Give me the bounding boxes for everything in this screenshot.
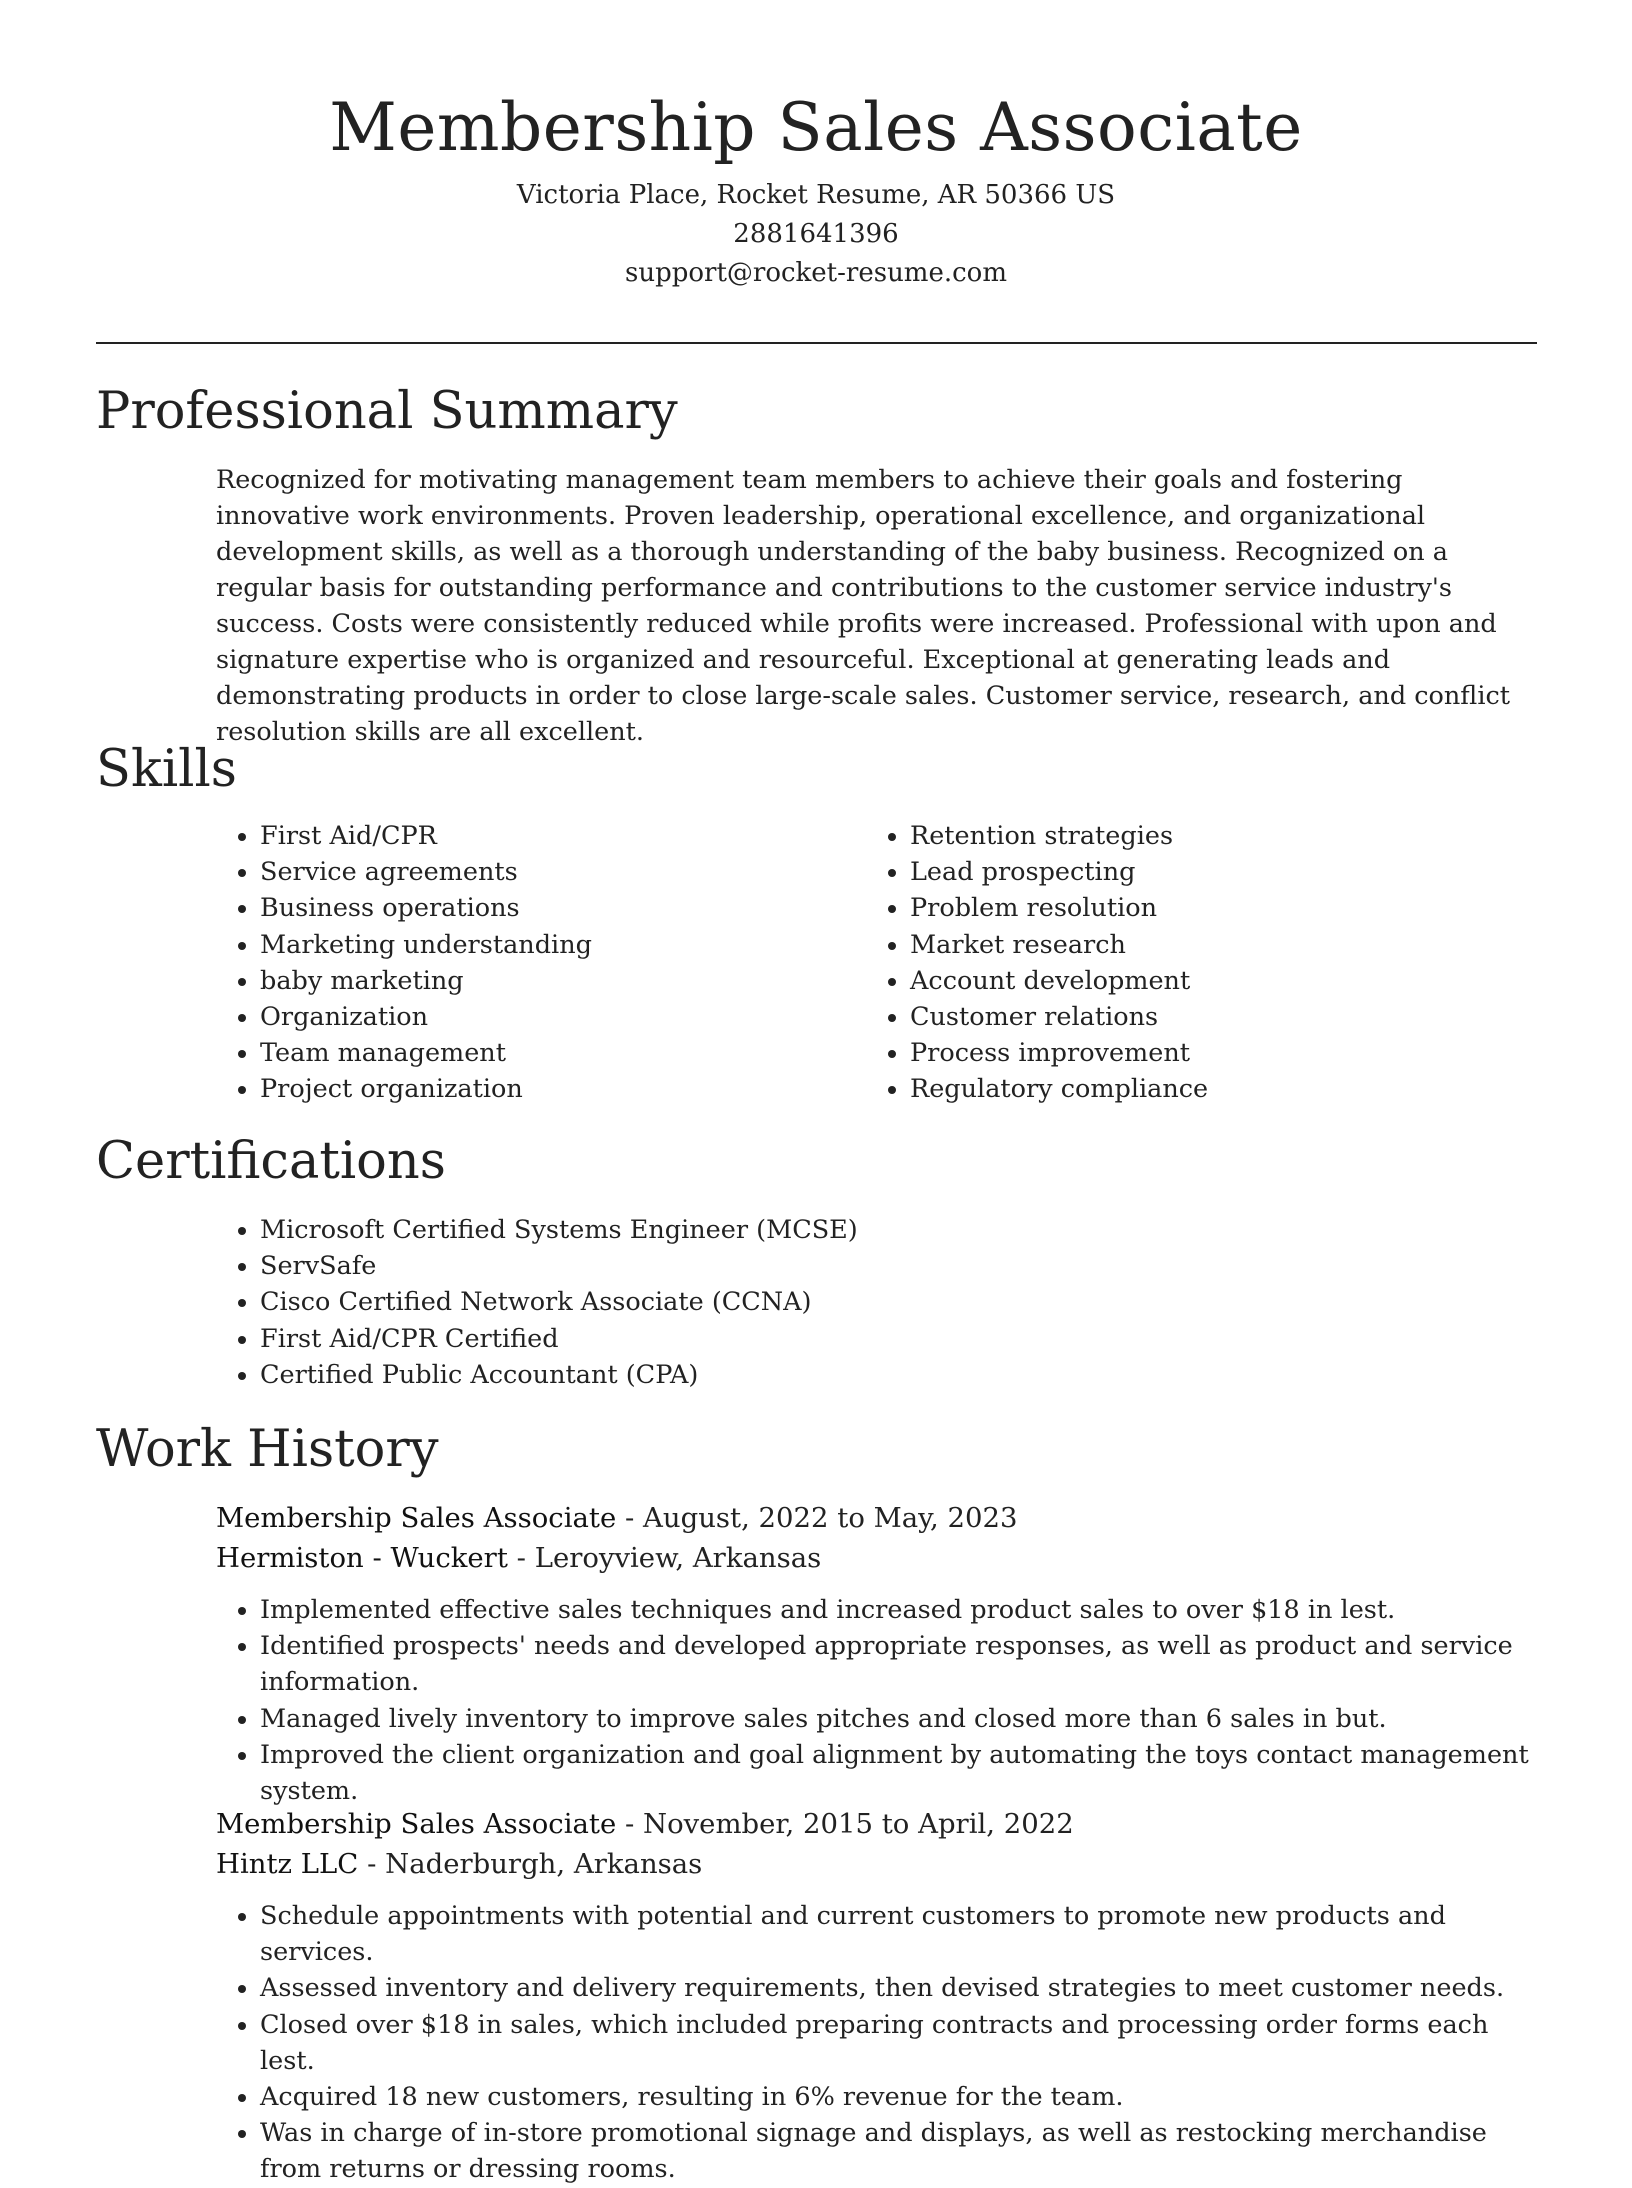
job-company-line bbox=[216, 1844, 1538, 1884]
job-entry bbox=[216, 1804, 1538, 1884]
job-bullet: • Acquired 18 new customers, resulting in 6% revenue for the team. bbox=[260, 2079, 1538, 2115]
contact-block bbox=[0, 176, 1632, 293]
skill-item: • Team management bbox=[260, 1035, 816, 1071]
header-divider bbox=[96, 342, 1537, 344]
job-bullets bbox=[216, 1592, 1538, 1809]
job-title: Membership Sales Associate bbox=[216, 1808, 617, 1840]
job-company-line bbox=[216, 1538, 1538, 1578]
resume-header bbox=[0, 0, 1632, 293]
certification-item: • Microsoft Certified Systems Engineer (MCSE) bbox=[260, 1212, 1538, 1248]
job-bullet: • Assessed inventory and delivery requirements, then devised strategies to meet customer needs. bbox=[260, 1970, 1538, 2006]
certification-item: • Cisco Certified Network Associate (CCNA) bbox=[260, 1284, 1538, 1320]
separator: - bbox=[624, 1502, 644, 1534]
contact-email: support@rocket-resume.com bbox=[624, 258, 1007, 288]
skills-right-column bbox=[866, 818, 1536, 1108]
job-dates: November, 2015 to April, 2022 bbox=[643, 1808, 1074, 1840]
job-company: Hintz LLC bbox=[216, 1848, 359, 1880]
job-location: Naderburgh, Arkansas bbox=[385, 1848, 703, 1880]
certifications-heading: Certifications bbox=[96, 1132, 446, 1191]
skill-item: • Marketing understanding bbox=[260, 927, 816, 963]
work-history-heading: Work History bbox=[96, 1420, 439, 1479]
job-title: Membership Sales Associate bbox=[216, 1502, 617, 1534]
job-bullet: • Was in charge of in-store promotional signage and displays, as well as restocking merchandise from returns or dressing rooms. bbox=[260, 2115, 1538, 2187]
skill-item: • baby marketing bbox=[260, 963, 816, 999]
skill-item: • Account development bbox=[910, 963, 1536, 999]
skill-item: • First Aid/CPR bbox=[260, 818, 816, 854]
skill-item: • Problem resolution bbox=[910, 890, 1536, 926]
job-bullet: • Closed over $18 in sales, which included preparing contracts and processing order forms each lest. bbox=[260, 2007, 1538, 2079]
job-dates: August, 2022 to May, 2023 bbox=[643, 1502, 1018, 1534]
certification-item: • ServSafe bbox=[260, 1248, 1538, 1284]
job-bullet: • Identified prospects' needs and developed appropriate responses, as well as product and service information. bbox=[260, 1628, 1538, 1700]
certification-item: • Certified Public Accountant (CPA) bbox=[260, 1357, 1538, 1393]
summary-text: Recognized for motivating management team members to achieve their goals and fostering innovative work environments. Proven leadership, operational excellence, and organizational development skills, as well as a thorough understanding of the baby business. Recognized on a regular basis for outstanding performance and contributions to the customer service industry's success. Costs were consistently reduced while profits were increased. Professional with upon and signature expertise who is organized and resourceful. Exceptional at generating leads and demonstrating products in order to close large-scale sales. Customer service, research, and conflict resolution skills are all excellent. bbox=[216, 465, 1511, 747]
job-entry bbox=[216, 1498, 1538, 1578]
job-title-line bbox=[216, 1498, 1538, 1538]
job-location: Leroyview, Arkansas bbox=[534, 1542, 822, 1574]
skill-item: • Lead prospecting bbox=[910, 854, 1536, 890]
contact-phone: 2881641396 bbox=[733, 219, 899, 249]
skill-item: • Service agreements bbox=[260, 854, 816, 890]
skills-left-column bbox=[216, 818, 816, 1108]
job-company: Hermiston - Wuckert bbox=[216, 1542, 508, 1574]
job-bullet: • Schedule appointments with potential and current customers to promote new products and services. bbox=[260, 1898, 1538, 1970]
skill-item: • Retention strategies bbox=[910, 818, 1536, 854]
job-bullets bbox=[216, 1898, 1538, 2188]
candidate-name: Membership Sales Associate bbox=[329, 89, 1303, 166]
job-title-line bbox=[216, 1804, 1538, 1844]
separator: - bbox=[367, 1848, 386, 1880]
contact-address: Victoria Place, Rocket Resume, AR 50366 US bbox=[516, 180, 1116, 210]
skill-item: • Customer relations bbox=[910, 999, 1536, 1035]
job-bullet: • Implemented effective sales techniques and increased product sales to over $18 in lest. bbox=[260, 1592, 1538, 1628]
skill-item: • Regulatory compliance bbox=[910, 1071, 1536, 1107]
summary-heading: Professional Summary bbox=[96, 382, 678, 441]
skill-item: • Market research bbox=[910, 927, 1536, 963]
certifications-list bbox=[216, 1212, 1538, 1393]
certification-item: • First Aid/CPR Certified bbox=[260, 1321, 1538, 1357]
skill-item: • Business operations bbox=[260, 890, 816, 926]
separator: - bbox=[624, 1808, 644, 1840]
separator: - bbox=[516, 1542, 535, 1574]
skill-item: • Process improvement bbox=[910, 1035, 1536, 1071]
job-bullet: • Managed lively inventory to improve sales pitches and closed more than 6 sales in but. bbox=[260, 1701, 1538, 1737]
skills-heading: Skills bbox=[96, 740, 237, 799]
skill-item: • Organization bbox=[260, 999, 816, 1035]
skill-item: • Project organization bbox=[260, 1071, 816, 1107]
job-bullet: • Improved the client organization and goal alignment by automating the toys contact management system. bbox=[260, 1737, 1538, 1809]
